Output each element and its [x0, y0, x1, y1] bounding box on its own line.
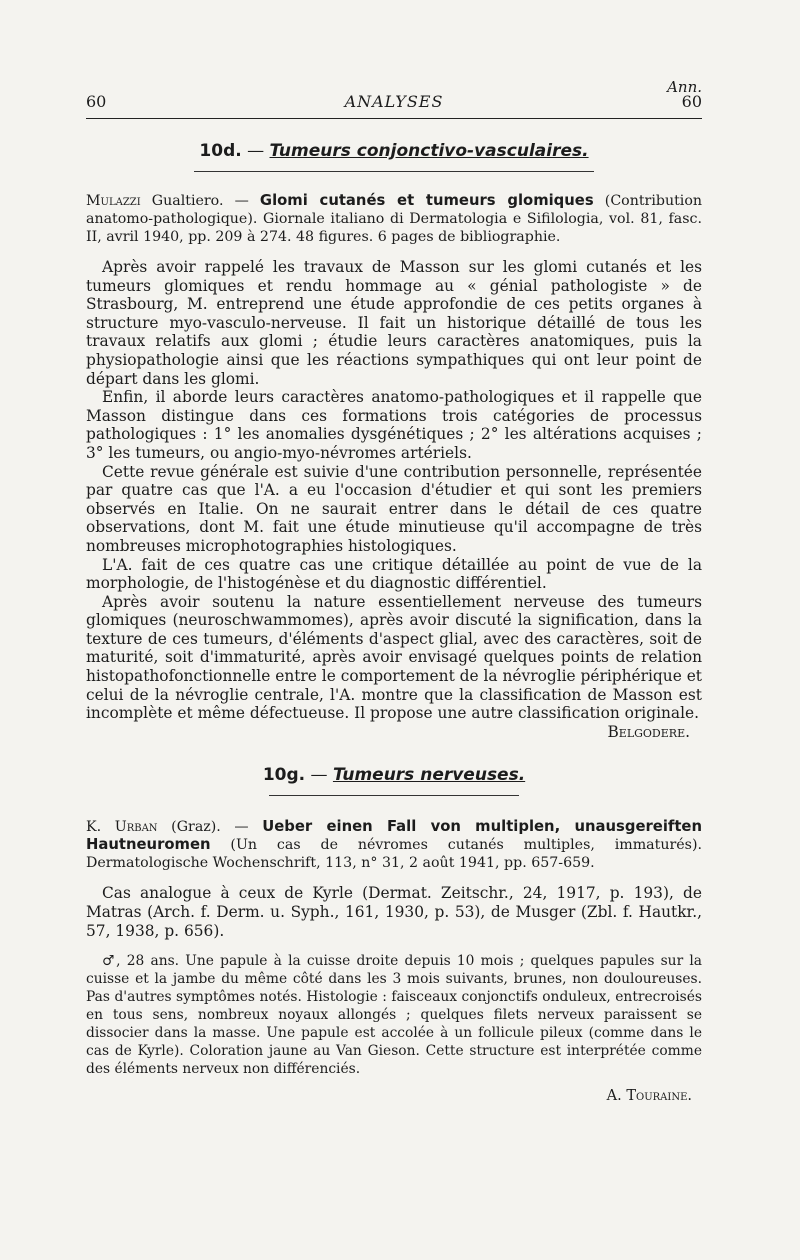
article-citation — [86, 818, 702, 872]
page-number-right: 60 — [681, 92, 702, 111]
paragraph: L'A. fait de ces quatre cas une critique détaillée au point de vue de la morphologie, de l'histogénèse et du diagnostic différentiel. — [86, 555, 702, 593]
journal-page — [86, 74, 702, 1104]
section-title: Tumeurs nerveuses. — [332, 765, 526, 786]
page-number-left: 60 — [86, 92, 107, 111]
author-prefix: K. — [86, 819, 102, 836]
paragraph: ♂, 28 ans. Une papule à la cuisse droite depuis 10 mois ; quelques papules sur la cuisse et la jambe du même côté dans les 3 mois suivants, brunes, non douloureuses. Pas d'autres symptômes notés. Histologie : faisceaux conjonctifs onduleux, entrecroisés en tous sens, nombreux noyaux allongés ; quelques filets nerveux paraissent se dissocier dans la masse. Une papule est accolée à un follicule pileux (comme dans le cas de Kyrle). Coloration jaune au Van Gieson. Cette structure est interprétée comme des éléments nerveux non différenciés. — [86, 953, 702, 1078]
paragraph: Enfin, il aborde leurs caractères anatomo-pathologiques et il rappelle que Masson distingue dans ces formations trois catégories de processus pathologiques : 1° les anomalies dysgénétiques ; 2° les altérations acquises ; 3° les tumeurs, ou angio-myo-névromes artériels. — [86, 388, 702, 462]
paragraph: Après avoir rappelé les travaux de Masson sur les glomi cutanés et les tumeurs glomiques et rendu hommage au « génial pathologiste » de Strasbourg, M. entreprend une étude approfondie de ces petits organes à structure myo-vasculo-nerveuse. Il fait un historique détaillé de tous les travaux relatifs aux glomi ; étudie leurs caractères anatomiques, puis la physiopathologie ainsi que les réactions sympathiques qui ont leur point de départ dans les glomi. — [86, 258, 702, 388]
margin-annotation: Ann. — [667, 78, 702, 96]
section-dash: — — [310, 765, 328, 786]
author-name: Mulazzi — [86, 193, 141, 209]
reviewer-signature: A. Touraine. — [606, 1088, 692, 1105]
article-title: Ueber einen Fall von multiplen, unausgereiften Hautneuromen — [86, 818, 702, 854]
paragraph: Après avoir soutenu la nature essentiellement nerveuse des tumeurs glomiques (neuroschwammomes), après avoir discuté la signification, dans la texture de ces tumeurs, d'éléments d'aspect glial, avec des caractères, soit de maturité, soit d'immaturité, après avoir envisagé quelques points de relation histopathofonctionnelle entre le comportement de la névroglie périphérique et celui de la névroglie centrale, l'A. montre que la classification de Masson est incomplète et même défectueuse. Il propose une autre classification originale. — [86, 592, 702, 723]
reviewer-signature: Belgodere. — [607, 722, 690, 741]
section-rule — [269, 795, 519, 796]
article-body — [86, 258, 702, 741]
section-title: Tumeurs conjonctivo-vasculaires. — [269, 141, 589, 161]
article-citation — [86, 192, 702, 246]
running-title: ANALYSES — [344, 92, 444, 111]
author-name: Urban — [114, 819, 158, 836]
article-source: (Contribution anatomo-pathologique). Giornale italiano di Dermatologia e Sifilologia, vol. 81, fasc. II, avril 1940, pp. 209 à 274. 48 figures. 6 pages de bibliographie. — [86, 193, 703, 245]
section-heading-1 — [86, 141, 702, 161]
article-title: Glomi cutanés et tumeurs glomiques — [259, 192, 594, 209]
section-rule — [194, 171, 594, 172]
section-heading-2 — [86, 765, 702, 785]
paragraph: Cas analogue à ceux de Kyrle (Dermat. Zeitschr., 24, 1917, p. 193), de Matras (Arch. f. Derm. u. Syph., 161, 1930, p. 53), de Musger (Zbl. f. Hautkr., 57, 1938, p. 656). — [86, 884, 702, 940]
section-number: 10g. — [262, 765, 306, 786]
section-number: 10d. — [199, 141, 242, 161]
author-rest: (Graz). — — [171, 819, 249, 836]
section-dash: — — [247, 141, 265, 161]
article-body — [86, 884, 702, 940]
paragraph: Cette revue générale est suivie d'une contribution personnelle, représentée par quatre cas que l'A. a eu l'occasion d'étudier et qui sont les premiers observés en Italie. On ne saurait entrer dans le détail de ces quatre observations, dont M. fait une étude minutieuse qu'il accompagne de très nombreuses microphotographies histologiques. — [86, 462, 702, 555]
article-source: (Un cas de névromes cutanés multiples, immaturés). Dermatologische Wochenschrift, 113, n° 31, 2 août 1941, pp. 657-659. — [86, 837, 702, 872]
running-header — [86, 92, 702, 119]
case-report — [86, 952, 702, 1078]
author-rest: Gualtiero. — — [151, 193, 249, 209]
